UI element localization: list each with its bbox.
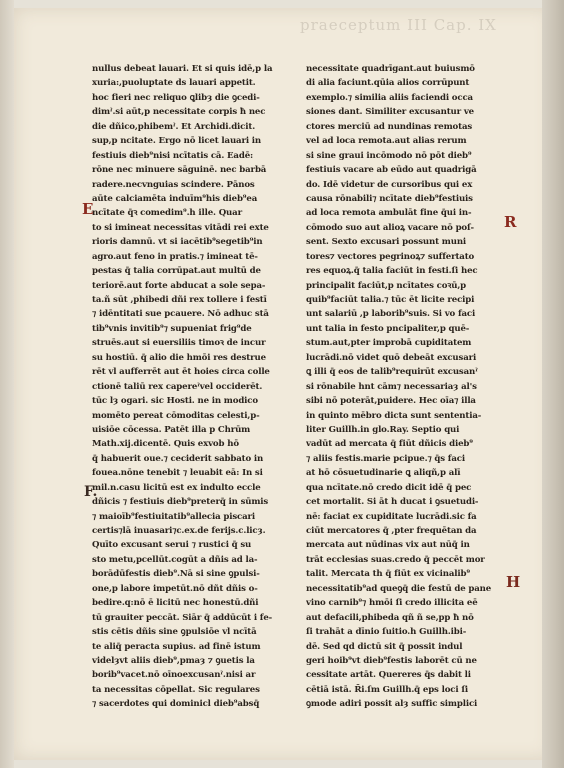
text-line: trāt ecclesias suas.credo q̄ peccēt mor (306, 554, 485, 565)
text-line: quib⁹faciūt talia.⁊ tūc ēt licite recipi (306, 295, 475, 305)
text-line: cētiā istā. R̄i.ſm Guillh.q̄ eps loci ſi (306, 684, 468, 695)
text-line: tūc lȝ ogari. sic Hosti. ne in modico (92, 396, 258, 407)
text-line: momēto pereat cōmoditas celesti,p- (92, 410, 260, 421)
text-line: dē. Sed qd dictū sit q̄ possit indul (306, 641, 463, 652)
text-line: geri hoib⁹vt dieb⁹festis laborēt cū ne (306, 655, 477, 666)
text-line: sibi nō poterāt,puidere. Hec oīa⁊ illa (306, 396, 476, 407)
text-line: res equoꝝ.q̄ talia faciūt in festi.ſi hec (306, 266, 478, 277)
text-line: necessitatib⁹ad queꝯq̄ die festū de pane (306, 583, 492, 594)
text-line: ⁊ aliis festis.marie pcipue.⁊ q̄s faci (306, 453, 465, 464)
text-line: teriorē.aut forte abducat a sole sepa- (92, 280, 266, 291)
text-line: sto metu,pcellūt.cogūt a dñis ad la- (92, 554, 258, 565)
text-line: si sine graui incōmodo nō pōt dieb⁹ (306, 150, 472, 161)
text-line: mil.n.casu licitū est ex indulto eccle (92, 482, 261, 493)
text-line: te aliq̄ peracta supius. ad finē istum (92, 641, 261, 652)
text-line: ncītate q̄ꝛ comedim⁹.h ille. Quar (92, 208, 242, 219)
text-line: do. Idē videtur de cursoribus qui ex (306, 179, 473, 190)
text-line: necessitate quadrīgant.aut buiusmō (306, 64, 475, 74)
text-line: nullus debeat lauari. Et si quis idē,p la (92, 64, 273, 74)
text-line: ⁊ idēntitati sue pcauere. Nō adhuc stā (92, 309, 269, 320)
text-line: hoc fieri nec reliquo ꝗlibȝ die ꝯcedi- (92, 92, 260, 103)
text-line: siones dant. Similiter excusantur ve (306, 107, 474, 118)
margin-marker-r: R (504, 213, 517, 231)
text-line: Math.xij.dicentē. Quis exvob hō (92, 439, 239, 450)
margin-marker-f: F. (84, 484, 98, 500)
text-line: exemplo.⁊ similia aliis faciendi occa (306, 92, 473, 103)
text-line: cet mortalit. Si āt h ducat i ꝯsuetudi- (306, 497, 479, 508)
text-line: bedire.q:nō ē licitū nec honestū.dñi (92, 598, 259, 609)
text-line: ſi trahāt a dīnio ſuitio.h Guillh.ibi- (306, 627, 467, 638)
text-line: at hō cōsuetudinarie ꝗ aliqñ,p alī (306, 468, 461, 479)
text-line: uisiōe cōcessa. Patēt illa p Chrūm (92, 424, 251, 435)
text-column-right (306, 62, 508, 712)
text-line: ꝗ illi q̄ eos de talib⁹requirūt excusanˀ (306, 367, 478, 378)
text-line: certis⁊lā inuasari⁊c.ex.de ferijs.c.licȝ. (92, 526, 266, 536)
text-line: principalit faciūt,p ncītates coꝛū,p (306, 280, 467, 291)
text-line: rēt vl aufferrēt aut ēt hoies circa colle (92, 367, 270, 378)
text-line: aut defacili,phibeda qñ ñ se,pp ħ nō (306, 612, 474, 623)
text-line: borib⁹vacet.nō oīnoexcusanˀ.nisi ar (92, 670, 256, 681)
text-line: sent. Sexto excusari possunt muni (306, 237, 467, 248)
text-line: dñicis ⁊ festiuis dieb⁹preterq̄ in sūmis (92, 497, 269, 508)
text-line: cessitate artāt. Quereres q̄s dabit li (306, 670, 471, 681)
text-line: tib⁹vnis invitib⁹⁊ supueniat frig⁹de (92, 323, 252, 334)
running-head-showthrough: praeceptum III Cap. IX (300, 16, 497, 34)
text-line: nē: faciat ex cupiditate lucrādi.sic fa (306, 511, 477, 522)
text-line: vino carnib⁹⁊ hmōi ſi credo illicita eē (306, 598, 478, 609)
page-stack-edge (542, 0, 564, 768)
text-line: ꝯmode adiri possit alȝ suffic simplici (306, 699, 478, 710)
text-line: si rōnabile hnt cām⁊ necessariaȝ al's (306, 381, 477, 392)
text-line: di alia faciunt.qūia alios corrūpunt (306, 78, 470, 89)
text-line: aūte calciamēta induīm⁹his dieb⁹ea (92, 193, 258, 204)
text-line: in quinto mēbro dicta sunt sententia- (306, 410, 482, 421)
text-line: videlȝvt aliis dieb⁹,pmaȝ ⁊ ꝯuetis la (92, 655, 255, 666)
text-line: Quīto excusant serui ⁊ rustici q̄ su (92, 540, 252, 551)
text-line: qua ncītate.nō credo dicit idē q̄ pec (306, 482, 472, 493)
text-line: vadūt ad mercata q̄ fiūt dñicis dieb⁹ (306, 439, 473, 450)
text-line: borādūfestis dieb⁹.Nā si sine ꝯpulsi- (92, 569, 260, 580)
text-line: ctionē taliū rex capereˀvel occiderēt. (92, 381, 263, 392)
text-line: one,p labore impetūt.nō dñt dñis o- (92, 583, 258, 594)
text-line: ad loca remota ambulāt fine q̄ui in- (306, 208, 472, 219)
text-line: causa rōnabili⁊ ncītate dieb⁹festiuis (306, 193, 473, 204)
text-line: to si imineat necessitas vitādi rei exte (92, 222, 269, 233)
text-line: q̄ habuerit oue.⁊ ceciderit sabbato in (92, 453, 264, 464)
text-line: stis cētis dñis sine ꝯpulsiōe vl ncītā (92, 627, 257, 638)
text-line: unt salariū ,p laborib⁹suis. Si vo faci (306, 309, 476, 320)
text-column-left (92, 62, 297, 712)
text-line: struēs.aut si euersiliis timoꝛ de incur (92, 338, 266, 349)
text-line: ta necessitas cōpellat. Sic regulares (92, 684, 260, 695)
text-line: talit. Mercata th q̄ fiūt ex vicinalib⁹ (306, 569, 470, 580)
text-line: agro.aut feno in pratis.⁊ imineat tē- (92, 251, 258, 262)
book-gutter-edge (0, 0, 14, 768)
text-line: stum.aut,pter improbā cupiditatem (306, 338, 472, 349)
text-line: festiuis vacare ab eūdo aut quadrigā (306, 165, 477, 176)
text-line: pestas q̄ talia corrūpat.aut multū de (92, 266, 261, 277)
text-line: sup,p ncitate. Ergo nō licet lauari in (92, 136, 262, 147)
text-line: lucrādi.nō videt quō debeāt excusari (306, 352, 477, 363)
text-line: tū grauiter peccāt. Siār q̄ addūcūt i fe- (92, 612, 273, 623)
text-line: su hostiū. q̄ alio die hmōi res destrue (92, 352, 266, 363)
text-line: cōmodo suo aut alioꝝ vacare nō poſ- (306, 222, 474, 233)
text-line: die dñico,phibemˀ. Et Archidi.dicit. (92, 121, 256, 132)
text-line: dimˀ.si aūt,p necessitate corpis ħ nec (92, 107, 266, 118)
text-line: ciūt mercatores q̄ ,pter frequētan da (306, 526, 477, 536)
text-line: liter Guillh.in glo.Ray. Septio qui (306, 424, 460, 435)
text-line: ⁊ maioīb⁹festiuitatib⁹allecia piscari (92, 511, 256, 522)
margin-marker-h: H (506, 573, 521, 591)
text-line: festiuis dieb⁹nisi ncītatis cā. Eadē: (92, 150, 254, 161)
text-line: ⁊ sacerdotes qui dominicl dieb⁹absq̄ (92, 699, 260, 710)
margin-marker-e: E (82, 200, 94, 218)
text-line: ctores merciū ad nundinas remotas (306, 121, 473, 132)
text-line: vel ad loca remota.aut alias rerum (306, 136, 467, 147)
text-line: tores⁊ vectores pegrinoꝝ⁊ suffertato (306, 251, 475, 262)
text-line: rioris damnū. vt si iacētib⁹segetib⁹in (92, 237, 263, 248)
text-line: fouea.nōne tenebit ⁊ leuabit eā: In si (92, 468, 263, 479)
text-line: xuria:,puoluptate ds lauari appetit. (92, 78, 256, 89)
text-line: unt talia in festo pncipaliter,p quē- (306, 323, 470, 334)
text-line: rōne nec minuere sāguinē. nec barbā (92, 165, 267, 176)
text-line: mercata aut nūdinas vix aut nūq̄ in (306, 540, 470, 551)
text-line: ta.ñ sūt ,phibedi dñi rex tollere i festī (92, 295, 267, 305)
text-line: radere.necvnguias scindere. Pānos (92, 179, 255, 190)
